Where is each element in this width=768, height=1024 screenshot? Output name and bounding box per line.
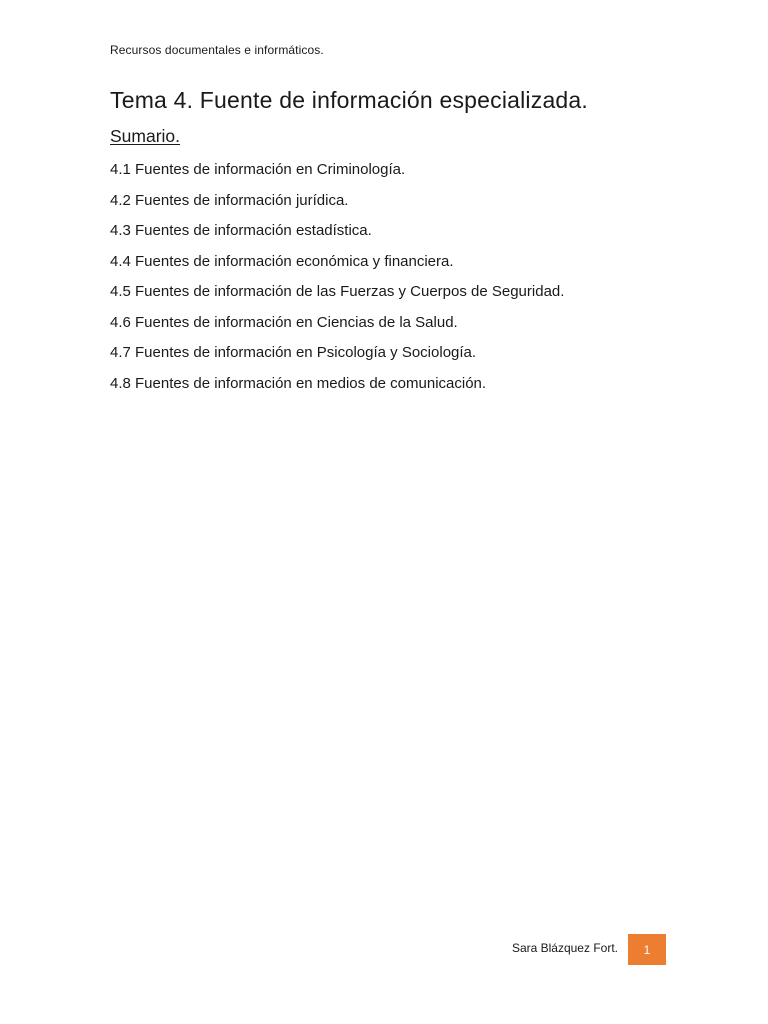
toc-item-4-7: 4.7 Fuentes de información en Psicología y Sociología. <box>110 344 477 361</box>
table-of-contents <box>110 160 564 404</box>
running-header: Recursos documentales e informáticos. <box>110 43 324 57</box>
toc-item-4-3: 4.3 Fuentes de información estadística. <box>110 222 372 239</box>
toc-item-4-6: 4.6 Fuentes de información en Ciencias de la Salud. <box>110 313 458 331</box>
toc-item-4-4: 4.4 Fuentes de información económica y financiera. <box>110 252 454 270</box>
toc-item-4-5: 4.5 Fuentes de información de las Fuerzas y Cuerpos de Seguridad. <box>110 283 565 300</box>
toc-item-4-8: 4.8 Fuentes de información en medios de comunicación. <box>110 374 487 392</box>
toc-item-4-1: 4.1 Fuentes de información en Criminología. <box>110 161 406 178</box>
footer-author: Sara Blázquez Fort. <box>511 941 618 955</box>
document-title: Tema 4. Fuente de información especializada. <box>110 87 589 113</box>
page-number-badge <box>628 934 666 965</box>
summary-heading: Sumario. <box>110 126 181 146</box>
toc-item-4-2: 4.2 Fuentes de información jurídica. <box>110 191 349 209</box>
page-number: 1 <box>643 942 651 957</box>
